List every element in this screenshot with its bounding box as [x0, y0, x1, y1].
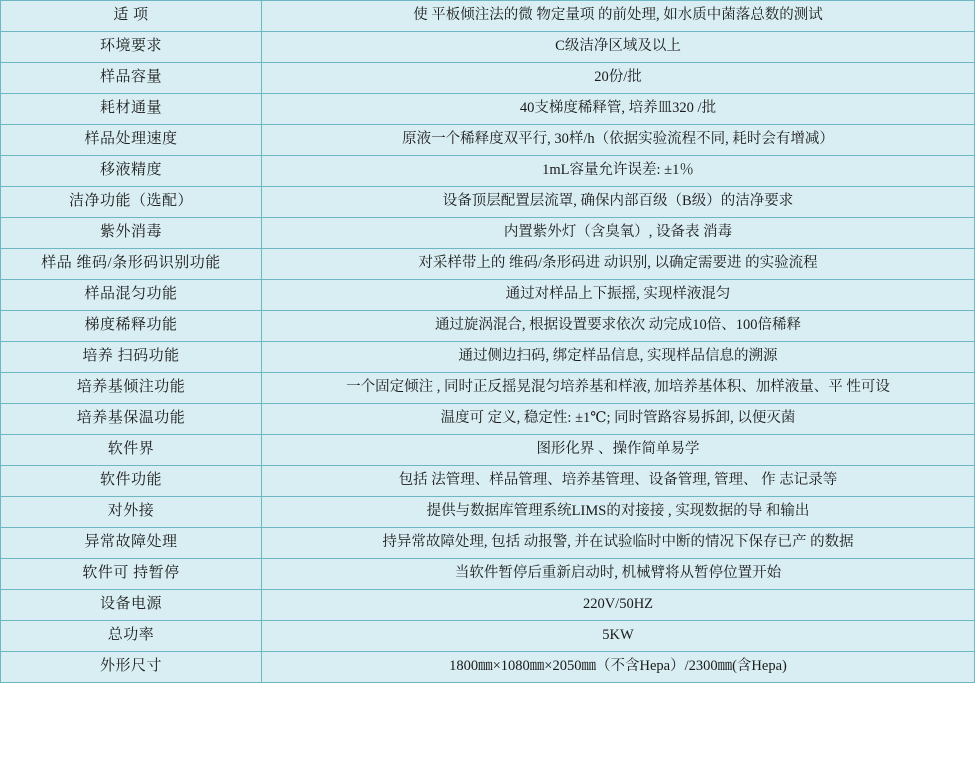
table-row — [1, 466, 975, 497]
row-value: 20份/批 — [262, 63, 975, 94]
row-value: 1800㎜×1080㎜×2050㎜（不含Hepa）/2300㎜(含Hepa) — [262, 652, 975, 683]
row-label: 软件界 — [1, 435, 262, 466]
row-value: 当软件暂停后重新启动时, 机械臂将从暂停位置开始 — [262, 559, 975, 590]
row-value: 图形化界 、操作简单易学 — [262, 435, 975, 466]
row-label: 样品混匀功能 — [1, 280, 262, 311]
row-label: 耗材通量 — [1, 94, 262, 125]
table-row — [1, 94, 975, 125]
row-value: 220V/50HZ — [262, 590, 975, 621]
table-row — [1, 590, 975, 621]
row-value: 5KW — [262, 621, 975, 652]
row-label: 紫外消毒 — [1, 218, 262, 249]
row-value: 通过旋涡混合, 根据设置要求依次 动完成10倍、100倍稀释 — [262, 311, 975, 342]
row-label: 培养 扫码功能 — [1, 342, 262, 373]
table-row — [1, 435, 975, 466]
table-row — [1, 528, 975, 559]
row-label: 培养基倾注功能 — [1, 373, 262, 404]
row-label: 异常故障处理 — [1, 528, 262, 559]
table-row — [1, 187, 975, 218]
table-row — [1, 404, 975, 435]
row-label: 软件功能 — [1, 466, 262, 497]
row-value: 原液一个稀释度双平行, 30样/h（依据实验流程不同, 耗时会有增减） — [262, 125, 975, 156]
table-row — [1, 32, 975, 63]
row-value: 持异常故障处理, 包括 动报警, 并在试验临时中断的情况下保存已产 的数据 — [262, 528, 975, 559]
table-row — [1, 156, 975, 187]
table-row — [1, 1, 975, 32]
row-value: 温度可 定义, 稳定性: ±1℃; 同时管路容易拆卸, 以便灭菌 — [262, 404, 975, 435]
table-row — [1, 311, 975, 342]
row-value: 一个固定倾注 , 同时正反摇晃混匀培养基和样液, 加培养基体积、加样液量、平 性可设 — [262, 373, 975, 404]
row-value: 包括 法管理、样品管理、培养基管理、设备管理, 管理、 作 志记录等 — [262, 466, 975, 497]
row-value: 设备顶层配置层流罩, 确保内部百级（B级）的洁净要求 — [262, 187, 975, 218]
row-label: 样品 维码/条形码识别功能 — [1, 249, 262, 280]
row-value: 通过对样品上下振摇, 实现样液混匀 — [262, 280, 975, 311]
row-label: 洁净功能（选配） — [1, 187, 262, 218]
row-label: 环境要求 — [1, 32, 262, 63]
row-value: 对采样带上的 维码/条形码进 动识别, 以确定需要进 的实验流程 — [262, 249, 975, 280]
row-value: 使 平板倾注法的微 物定量项 的前处理, 如水质中菌落总数的测试 — [262, 1, 975, 32]
row-label: 总功率 — [1, 621, 262, 652]
table-row — [1, 342, 975, 373]
table-row — [1, 621, 975, 652]
table-row — [1, 652, 975, 683]
table-row — [1, 559, 975, 590]
table-body — [1, 1, 975, 683]
row-label: 设备电源 — [1, 590, 262, 621]
table-row — [1, 497, 975, 528]
row-value: 内置紫外灯（含臭氧）, 设备表 消毒 — [262, 218, 975, 249]
table-row — [1, 249, 975, 280]
table-row — [1, 373, 975, 404]
row-label: 样品处理速度 — [1, 125, 262, 156]
row-value: 通过侧边扫码, 绑定样品信息, 实现样品信息的溯源 — [262, 342, 975, 373]
row-label: 样品容量 — [1, 63, 262, 94]
row-label: 适 项 — [1, 1, 262, 32]
table-row — [1, 125, 975, 156]
table-row — [1, 280, 975, 311]
row-value: 40支梯度稀释管, 培养皿320 /批 — [262, 94, 975, 125]
row-label: 移液精度 — [1, 156, 262, 187]
table-row — [1, 63, 975, 94]
table-row — [1, 218, 975, 249]
row-label: 对外接 — [1, 497, 262, 528]
row-label: 培养基保温功能 — [1, 404, 262, 435]
row-value: C级洁净区域及以上 — [262, 32, 975, 63]
row-value: 提供与数据库管理系统LIMS的对接接 , 实现数据的导 和输出 — [262, 497, 975, 528]
row-label: 外形尺寸 — [1, 652, 262, 683]
row-value: 1mL容量允许误差: ±1％ — [262, 156, 975, 187]
row-label: 梯度稀释功能 — [1, 311, 262, 342]
row-label: 软件可 持暂停 — [1, 559, 262, 590]
